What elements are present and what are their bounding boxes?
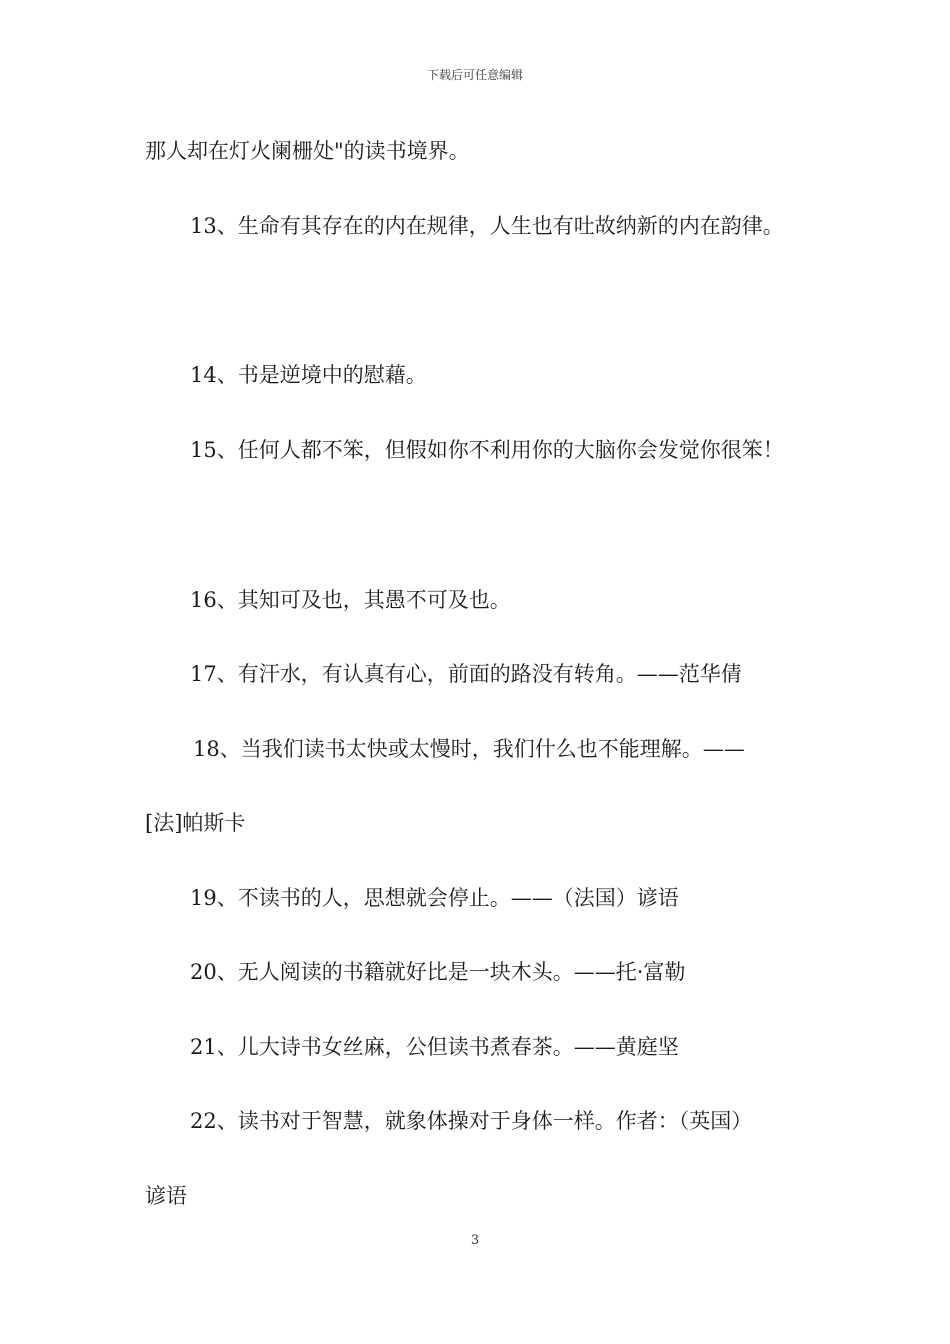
text-line-17: 17、有汗水，有认真有心，前面的路没有转角。——范华倩 bbox=[190, 662, 742, 686]
text-line-18-cont: [法]帕斯卡 bbox=[145, 811, 246, 835]
text-line-15: 15、任何人都不笨，但假如你不利用你的大脑你会发觉你很笨！ bbox=[190, 438, 784, 462]
text-line-continuation: 那人却在灯火阑栅处"的读书境界。 bbox=[145, 139, 470, 163]
text-line-22: 22、读书对于智慧，就象体操对于身体一样。作者：（英国） bbox=[190, 1109, 753, 1133]
text-line-13: 13、生命有其存在的内在规律，人生也有吐故纳新的内在韵律。 bbox=[190, 214, 784, 238]
text-line-14: 14、书是逆境中的慰藉。 bbox=[190, 363, 427, 387]
text-line-16: 16、其知可及也，其愚不可及也。 bbox=[190, 588, 511, 612]
page-header: 下载后可任意编辑 bbox=[426, 68, 523, 82]
page-number: 3 bbox=[470, 1233, 480, 1248]
text-line-20: 20、无人阅读的书籍就好比是一块木头。——托·富勒 bbox=[190, 960, 686, 984]
text-line-18: 18、当我们读书太快或太慢时，我们什么也不能理解。—— bbox=[193, 737, 745, 761]
text-line-19: 19、不读书的人，思想就会停止。——（法国）谚语 bbox=[190, 886, 679, 910]
text-line-21: 21、儿大诗书女丝麻，公但读书煮春茶。——黄庭坚 bbox=[190, 1035, 679, 1059]
text-line-22-cont: 谚语 bbox=[145, 1184, 187, 1208]
